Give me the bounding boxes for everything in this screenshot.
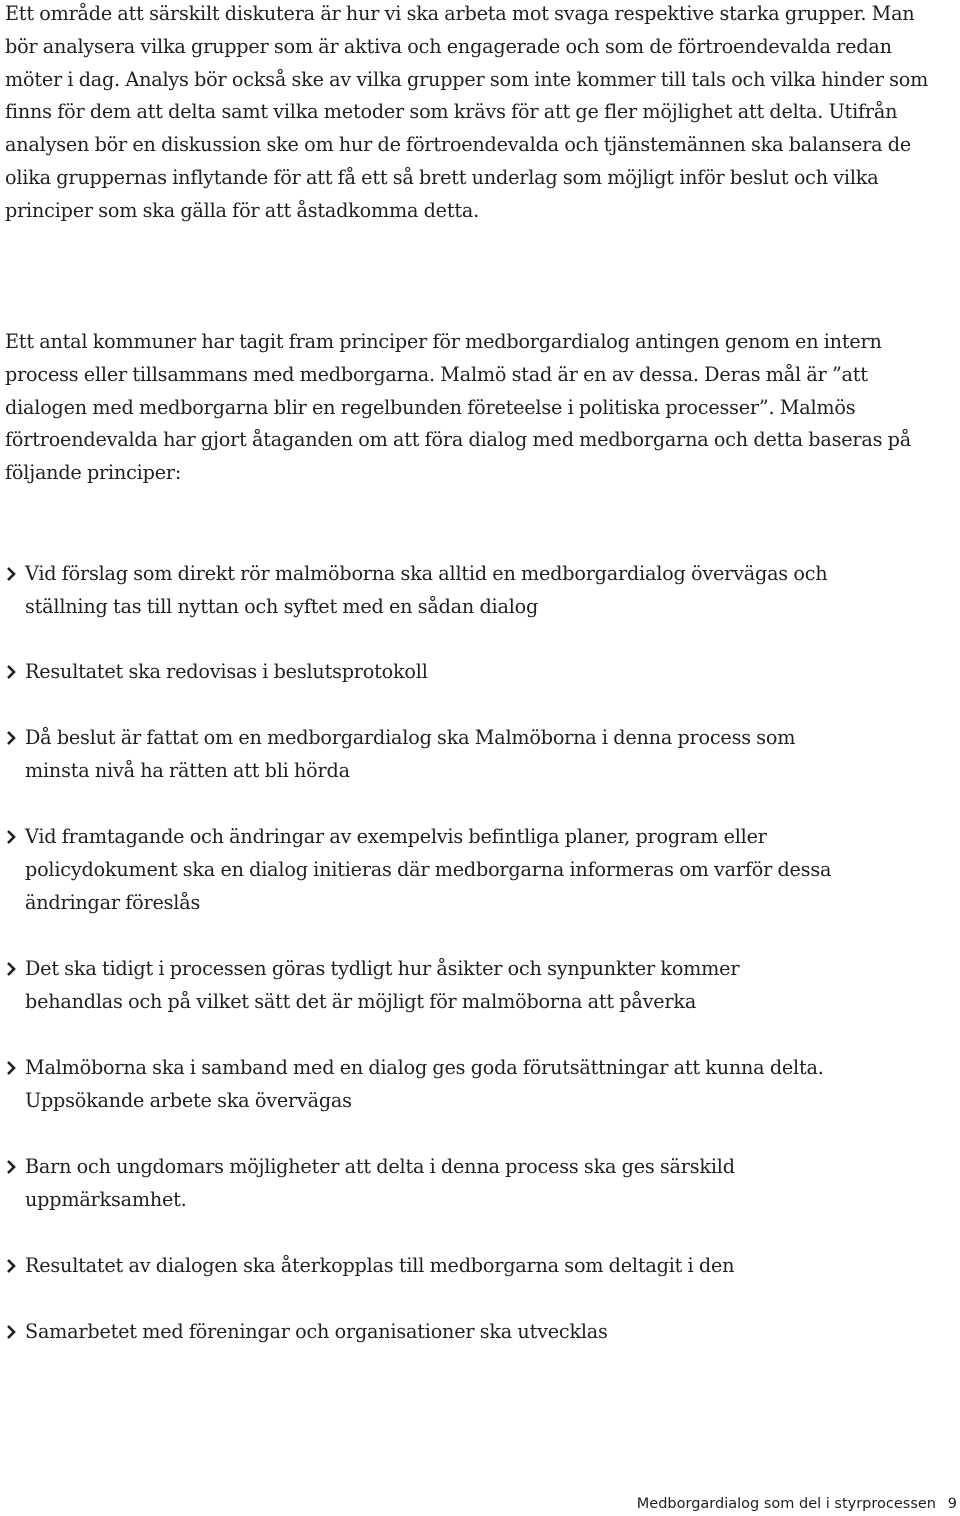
chevron-right-icon — [5, 1052, 25, 1085]
principle-text: Det ska tidigt i processen göras tydligt hur åsikter och synpunkter kommer behandlas och på vilket sätt det är möjligt för malmöborna att påverka — [25, 957, 740, 1013]
principle-text: Barn och ungdomars möjligheter att delta i denna process ska ges särskild uppmärksamhet. — [25, 1155, 735, 1211]
page-number: 9 — [947, 1496, 957, 1512]
footer-title: Medborgardialog som del i styrprocessen — [636, 1496, 936, 1512]
chevron-right-icon — [5, 558, 25, 591]
principle-item-6 — [5, 1052, 940, 1118]
chevron-right-icon — [5, 821, 25, 854]
principle-item-1 — [5, 558, 940, 624]
principle-item-7 — [5, 1151, 940, 1217]
chevron-right-icon — [5, 1151, 25, 1184]
principle-text: Resultatet av dialogen ska återkopplas till medborgarna som deltagit i den — [25, 1254, 735, 1277]
chevron-right-icon — [5, 656, 25, 689]
page-footer — [0, 1496, 960, 1516]
principle-text: Samarbetet med föreningar och organisationer ska utvecklas — [25, 1320, 608, 1343]
intro-paragraph: Ett område att särskilt diskutera är hur vi ska arbeta mot svaga respektive starka grupper. Man bör analysera vilka grupper som är aktiva och engagerade och som de förtroendevalda redan möter i dag. Analys bör också ske av vilka grupper som inte kommer till tals och vilka hinder som finns för dem att delta samt vilka metoder som krävs för att ge fler möjlighet att delta. Utifrån analysen bör en diskussion ske om hur de förtroendevalda och tjänstemännen ska balansera de olika gruppernas inflytande för att få ett så brett underlag som möjligt inför beslut och vilka principer som ska gälla för att åstadkomma detta. — [5, 2, 929, 222]
principle-item-5 — [5, 953, 940, 1019]
principle-text: Resultatet ska redovisas i beslutsprotokoll — [25, 660, 428, 683]
principle-text: Då beslut är fattat om en medborgardialog ska Malmöborna i denna process som minsta nivå ha rätten att bli hörda — [25, 726, 796, 782]
principle-item-4 — [5, 821, 940, 919]
chevron-right-icon — [5, 722, 25, 755]
chevron-right-icon — [5, 1316, 25, 1349]
chevron-right-icon — [5, 1250, 25, 1283]
principle-text: Malmöborna ska i samband med en dialog ges goda förutsättningar att kunna delta. Uppsökande arbete ska övervägas — [25, 1056, 824, 1112]
principles-intro-paragraph: Ett antal kommuner har tagit fram principer för medborgardialog antingen genom en intern process eller tillsammans med medborgarna. Malmö stad är en av dessa. Deras mål är ”att dialogen med medborgarna blir en regelbunden företeelse i politiska processer”. Malmös förtroendevalda har gjort åtaganden om att föra dialog med medborgarna och detta baseras på följande principer: — [5, 330, 911, 485]
principle-text: Vid förslag som direkt rör malmöborna ska alltid en medborgardialog övervägas och ställning tas till nyttan och syftet med en sådan dialog — [25, 562, 828, 618]
principle-text: Vid framtagande och ändringar av exempelvis befintliga planer, program eller policydokument ska en dialog initieras där medborgarna informeras om varför dessa ändringar föreslås — [25, 825, 832, 914]
principle-item-2 — [5, 656, 940, 689]
principle-item-3 — [5, 722, 940, 788]
chevron-right-icon — [5, 953, 25, 986]
principle-item-9 — [5, 1316, 940, 1349]
principle-item-8 — [5, 1250, 940, 1283]
